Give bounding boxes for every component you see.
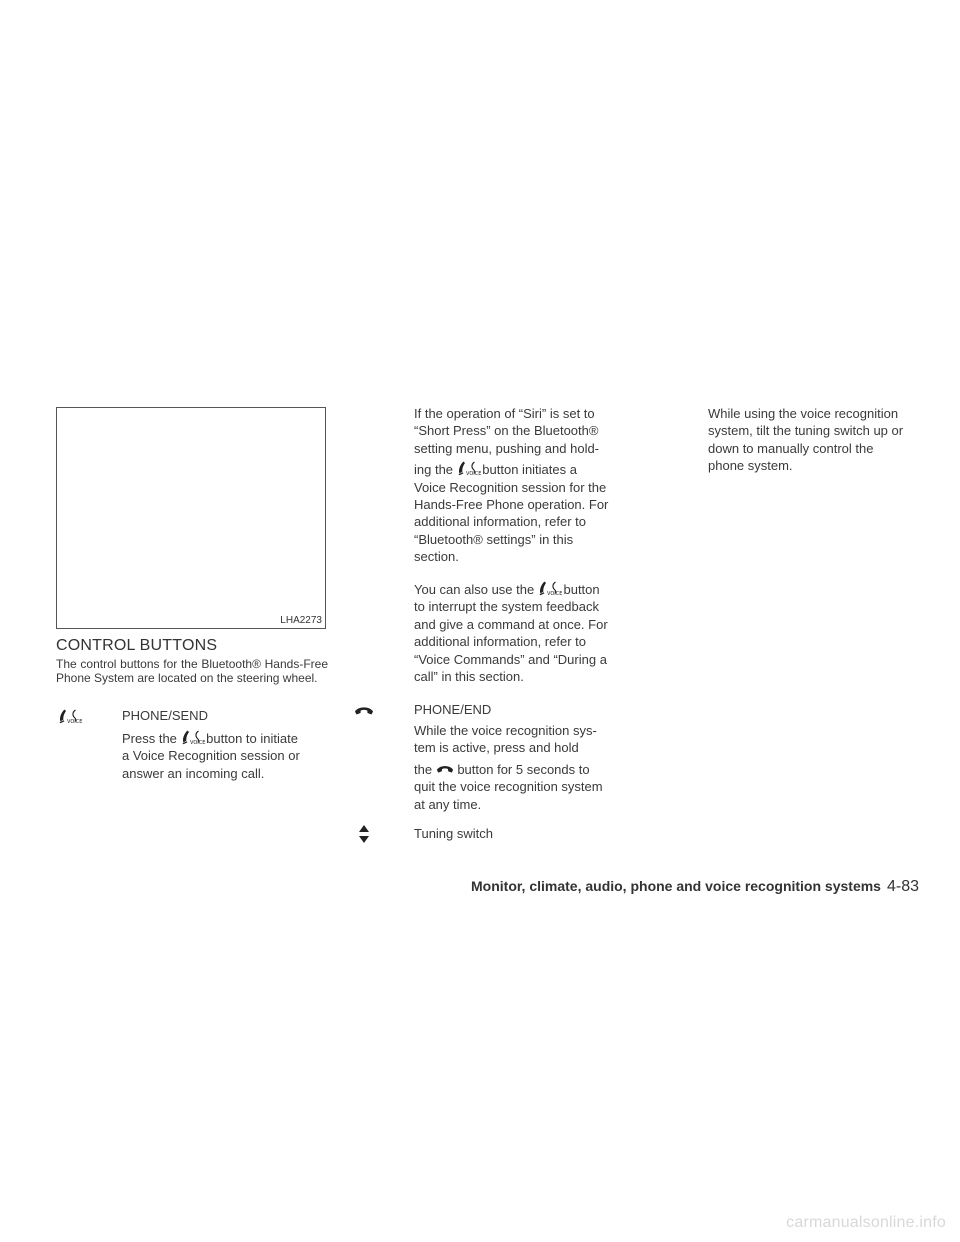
phone-end-description: While the voice recognition sys- tem is active, press and hold the button for 5 seconds to quit the voice recognition system at any time.	[414, 722, 644, 813]
siri-paragraph: If the operation of “Siri” is set to “Short Press” on the Bluetooth® setting menu, pushing and hold- ing the VOICE button initiates a Voice Recognition session for the Hands-Free Phone operation. For additional information, refer to “Bluetooth® settings” in this section.	[414, 405, 644, 566]
svg-text:VOICE: VOICE	[546, 591, 563, 597]
svg-text:VOICE: VOICE	[67, 719, 83, 725]
tuning-switch-description: While using the voice recognition system, tilt the tuning switch up or down to manually control the phone system.	[708, 406, 904, 474]
tuning-switch-label: Tuning switch	[414, 826, 493, 841]
phone-send-voice-icon-inline	[181, 729, 203, 745]
phone-end-line-with-icon: the button for 5 seconds to	[414, 761, 590, 777]
phone-send-line-2: a Voice Recognition session or	[122, 748, 300, 764]
phone-end-icon	[354, 703, 374, 721]
footer-page-number: 4-83	[886, 878, 919, 895]
svg-text:VOICE: VOICE	[465, 471, 482, 478]
watermark: carmanualsonline.info	[786, 1214, 946, 1231]
interrupt-paragraph: You can also use the VOICE button to interrupt the system feedback and give a command at once. For additional information, refer to “Voice Commands” and “During a call” in this section.	[414, 580, 644, 685]
phone-end-label: PHONE/END	[414, 702, 492, 717]
phone-send-voice-icon-inline	[457, 460, 482, 478]
page-footer	[425, 878, 919, 896]
footer-chapter-title: Monitor, climate, audio, phone and voice recognition systems	[471, 878, 881, 894]
phone-send-label: PHONE/SEND	[122, 708, 208, 723]
phone-send-description	[122, 729, 342, 782]
phone-send-voice-icon	[58, 708, 83, 729]
section-intro: The control buttons for the Bluetooth® Hands-Free Phone System are located on the steering wheel.	[56, 657, 328, 685]
phone-send-line-1: Press the VOICE button to initiate	[122, 731, 298, 746]
svg-text:VOICE: VOICE	[189, 740, 205, 746]
figure-label: LHA2273	[280, 615, 322, 626]
siri-line-with-icon: ing the VOICE button initiates a	[414, 462, 577, 478]
figure-frame	[56, 407, 326, 629]
up-down-arrows-icon	[358, 825, 370, 848]
interrupt-line-with-icon: You can also use the VOICE button	[414, 582, 600, 597]
phone-send-voice-icon-inline	[538, 580, 563, 597]
section-heading: CONTROL BUTTONS	[56, 637, 218, 654]
phone-send-line-3: answer an incoming call.	[122, 765, 265, 781]
phone-end-icon-inline	[436, 764, 454, 774]
